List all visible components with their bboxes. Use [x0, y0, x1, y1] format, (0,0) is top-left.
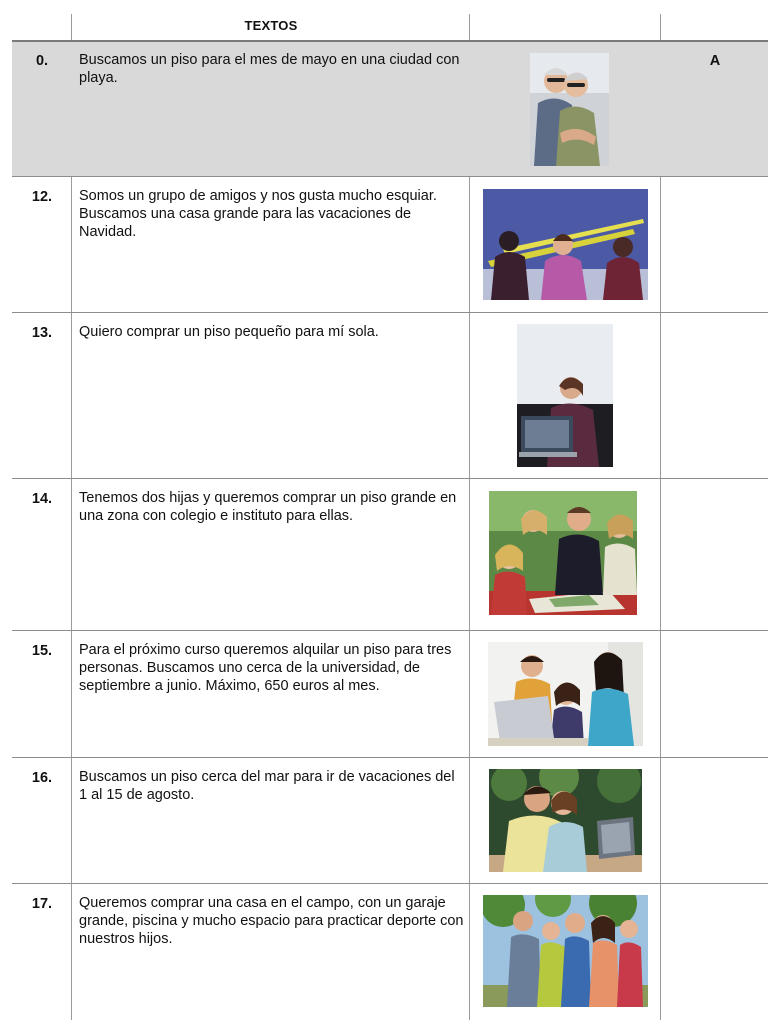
row-number: 17. — [31, 896, 53, 912]
family-outdoors-photo — [483, 895, 648, 1007]
row-answer: A — [709, 53, 721, 69]
table-row — [12, 479, 768, 630]
row-number: 12. — [31, 189, 53, 205]
row-text: Para el próximo curso queremos alquilar un piso para tres personas. Buscamos uno cerca de la universidad, de septiembre a junio. Máximo, 650 euros al mes. — [79, 642, 452, 694]
table-row — [12, 177, 768, 312]
table-row — [12, 313, 768, 478]
row-text: Somos un grupo de amigos y nos gusta mucho esquiar. Buscamos una casa grande para las vacaciones de Navidad. — [79, 188, 437, 240]
row-text: Buscamos un piso para el mes de mayo en una ciudad con playa. — [79, 52, 460, 86]
row-number: 0. — [35, 53, 49, 69]
table-row — [12, 884, 768, 1020]
column-header-textos: TEXTOS — [244, 18, 298, 33]
couple-laptop-photo — [489, 769, 642, 872]
skiers-photo — [483, 189, 648, 300]
senior-couple-photo — [530, 53, 609, 166]
row-text: Quiero comprar un piso pequeño para mí sola. — [79, 324, 379, 340]
table-row — [12, 631, 768, 757]
row-number: 15. — [31, 643, 53, 659]
woman-laptop-photo — [517, 324, 613, 467]
family-map-photo — [489, 491, 637, 615]
row-divider — [12, 40, 768, 42]
row-text: Buscamos un piso cerca del mar para ir de vacaciones del 1 al 15 de agosto. — [79, 769, 455, 803]
row-number: 16. — [31, 770, 53, 786]
table-row — [12, 758, 768, 883]
row-text: Tenemos dos hijas y queremos comprar un piso grande en una zona con colegio e instituto para ellas. — [79, 490, 457, 524]
table-row-example — [12, 41, 768, 176]
students-laptop-photo — [488, 642, 643, 746]
row-number: 14. — [31, 491, 53, 507]
row-number: 13. — [31, 325, 53, 341]
row-text: Queremos comprar una casa en el campo, con un garaje grande, piscina y mucho espacio para practicar deporte con nuestros hijos. — [79, 895, 464, 947]
